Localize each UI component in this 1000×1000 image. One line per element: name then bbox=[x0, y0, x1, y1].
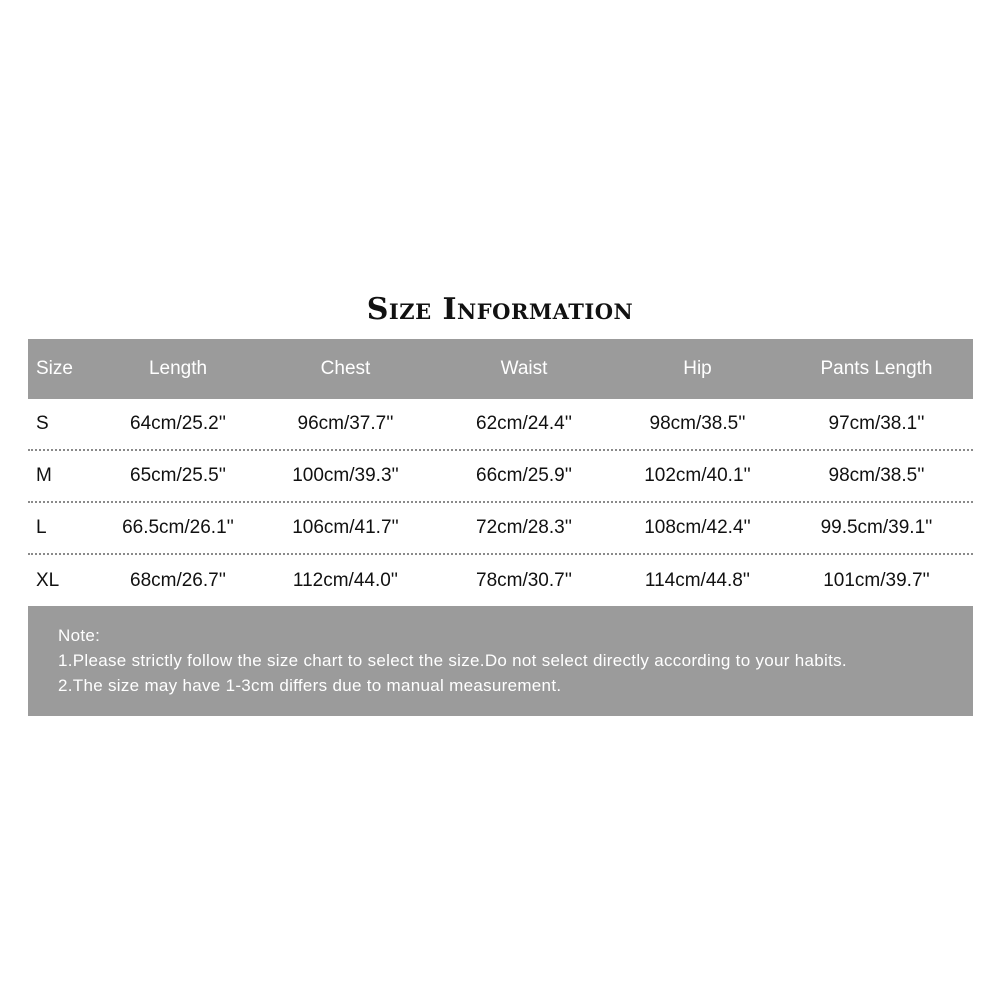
cell-length: 68cm/26.7'' bbox=[130, 570, 226, 591]
table-row bbox=[28, 503, 973, 555]
cell-waist: 78cm/30.7'' bbox=[476, 570, 572, 591]
size-table bbox=[28, 339, 973, 607]
cell-hip: 114cm/44.8'' bbox=[644, 570, 751, 591]
table-row bbox=[28, 399, 973, 451]
cell-chest: 112cm/44.0'' bbox=[292, 570, 399, 591]
cell-chest: 100cm/39.3'' bbox=[292, 465, 399, 486]
cell-waist: 62cm/24.4'' bbox=[476, 413, 572, 434]
header-chest: Chest bbox=[320, 358, 371, 379]
table-row bbox=[28, 451, 973, 503]
cell-size: M bbox=[36, 465, 52, 486]
cell-hip: 98cm/38.5'' bbox=[649, 413, 746, 434]
cell-chest: 106cm/41.7'' bbox=[292, 517, 399, 538]
cell-hip: 102cm/40.1'' bbox=[644, 465, 751, 486]
note-line-2: 2.The size may have 1-3cm differs due to manual measurement. bbox=[58, 676, 562, 695]
header-pants-length: Pants Length bbox=[820, 358, 933, 379]
cell-waist: 72cm/28.3'' bbox=[476, 517, 572, 538]
cell-hip: 108cm/42.4'' bbox=[644, 517, 751, 538]
cell-size: XL bbox=[36, 570, 60, 591]
cell-pants-length: 99.5cm/39.1'' bbox=[820, 517, 933, 538]
cell-pants-length: 97cm/38.1'' bbox=[828, 413, 925, 434]
note-box bbox=[28, 606, 973, 716]
note-line-1: 1.Please strictly follow the size chart to select the size.Do not select directly according to your habits. bbox=[58, 651, 847, 670]
cell-size: L bbox=[36, 517, 47, 538]
header-size: Size bbox=[36, 358, 73, 379]
header-length: Length bbox=[148, 358, 208, 379]
cell-length: 65cm/25.5'' bbox=[130, 465, 226, 486]
cell-length: 64cm/25.2'' bbox=[130, 413, 226, 434]
note-heading: Note: bbox=[58, 626, 101, 645]
header-waist: Waist bbox=[500, 358, 548, 379]
cell-waist: 66cm/25.9'' bbox=[476, 465, 572, 486]
cell-pants-length: 101cm/39.7'' bbox=[823, 570, 930, 591]
cell-pants-length: 98cm/38.5'' bbox=[828, 465, 925, 486]
cell-chest: 96cm/37.7'' bbox=[297, 413, 394, 434]
table-row bbox=[28, 555, 973, 607]
table-header-row bbox=[28, 339, 973, 399]
cell-length: 66.5cm/26.1'' bbox=[122, 517, 234, 538]
cell-size: S bbox=[36, 413, 49, 434]
page-title: Size Information bbox=[366, 292, 634, 327]
header-hip: Hip bbox=[683, 358, 712, 379]
